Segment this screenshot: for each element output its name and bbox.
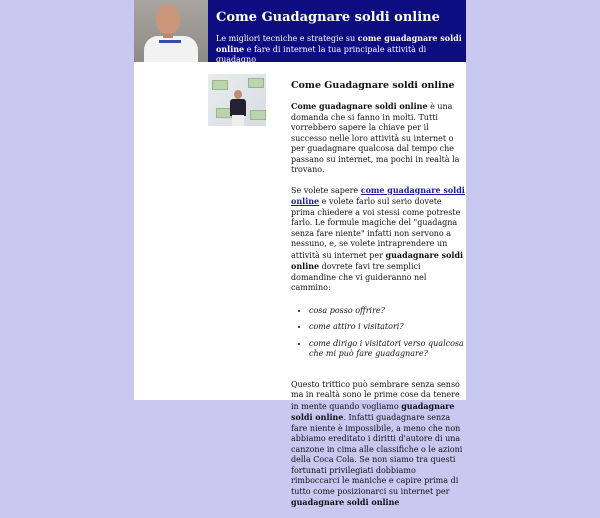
photo-stripe [159, 40, 181, 43]
man-body [230, 99, 246, 116]
site-header [134, 0, 466, 62]
p2-bold: guadagnare soldi online [291, 249, 464, 271]
site-tagline [216, 33, 466, 65]
man-legs [232, 115, 244, 126]
author-photo [134, 0, 208, 62]
p3-prefix: Questo trittico può sembrare senza senso ma in realtà sono le prime cose da tenere in mente quando vogliamo [291, 379, 460, 411]
bill-shape [248, 78, 264, 88]
article-content [291, 80, 466, 518]
list-item: • come attiro i visitatori? [309, 322, 466, 333]
p2-middle: e volete farlo sul serio dovete prima chiedere a voi stessi come potreste farlo. Le formule magiche del "guadagna senza fare niente" infatti non servono a nessuno, e, se volete intraprendere un attività su internet per [291, 197, 461, 260]
man-head [234, 90, 242, 99]
article-paragraph-2 [291, 185, 466, 294]
questions-list [291, 306, 466, 360]
bill-shape [212, 80, 228, 90]
site-title[interactable]: Come Guadagnare soldi online [216, 10, 440, 25]
page-container [134, 0, 466, 507]
article-link[interactable]: come guadagnare soldi online [291, 184, 465, 206]
tagline-bold: come guadagnare soldi online [216, 33, 462, 54]
article-paragraph-3 [291, 380, 466, 509]
list-item: • cosa posso offrire? [309, 306, 466, 317]
p1-text: è una domanda che si fanno in molti. Tutti vorrebbero sapere la chiave per il successo nelle loro attività su internet o per guadagnare qualcosa dal tempo che passano su internet, ma pochi in realtà la trovano. [291, 102, 460, 174]
tagline-suffix: e fare di internet la tua principale attività di guadagno [216, 45, 427, 64]
article-heading: Come Guadagnare soldi online [291, 80, 455, 91]
p2-suffix: dovrete favi tre semplici domandine che vi guideranno nel cammino: [291, 262, 427, 292]
p3-bold: guadagnare soldi online [291, 400, 455, 422]
p3-middle: . Infatti guadagnare senza fare niente è impossibile, a meno che non abbiamo ereditato i diritti d'autore di una canzone in cima alle classifiche o le azioni della Coca Cola. Se non siamo tra questi fortunati privilegiati dobbiamo rimboccarci le maniche e capire prima di tutto come posizionarci su internet per [291, 413, 463, 496]
list-item: • come dirigo i visitatori verso qualcosa che mi può fare guadagnare? [309, 339, 466, 360]
tagline-prefix: Le migliori tecniche e strategie su [216, 34, 358, 43]
p2-prefix: Se volete sapere [291, 185, 361, 195]
photo-head [156, 4, 180, 34]
money-image [208, 74, 266, 126]
p3-bold-2: guadagnare soldi online [291, 497, 400, 507]
article-paragraph-1 [291, 101, 466, 176]
bill-shape [250, 110, 266, 120]
p1-bold: Come guadagnare soldi online [291, 101, 428, 111]
